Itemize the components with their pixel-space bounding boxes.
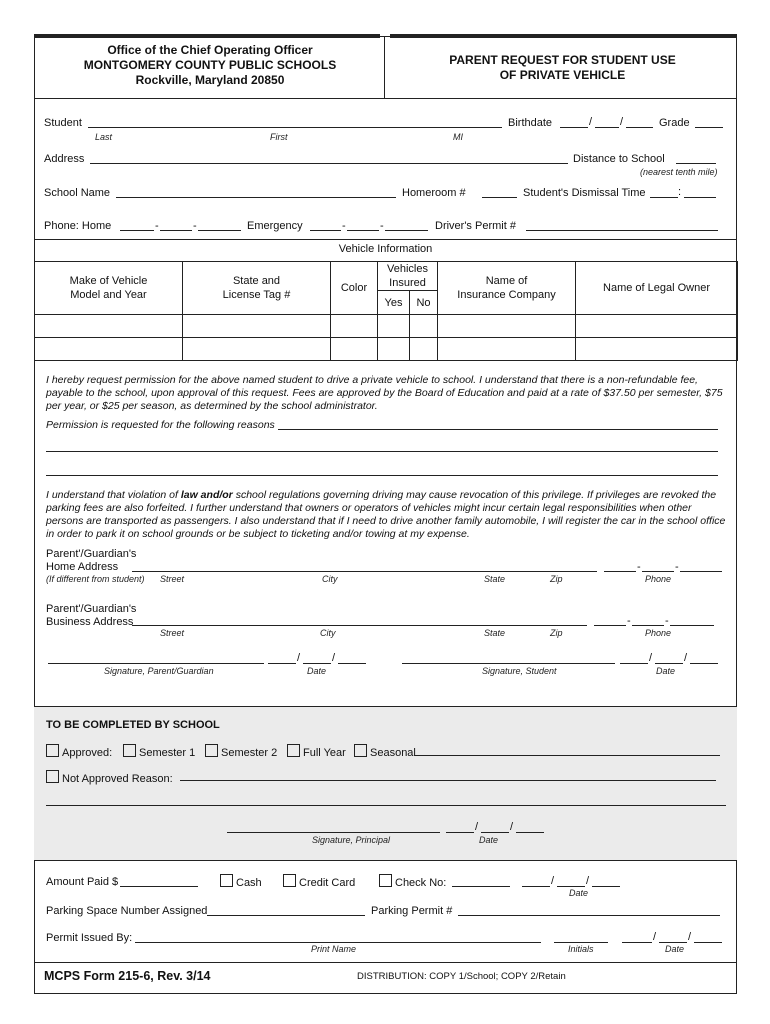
business-address-field[interactable] (132, 625, 587, 626)
permit-issued-initials-field[interactable] (554, 942, 608, 943)
payment-day[interactable] (557, 886, 585, 887)
insurance-header-line1: Name of (485, 275, 528, 287)
birth-month-field[interactable] (560, 127, 588, 128)
dismissal-label: Student's Dismissal Time (523, 187, 646, 199)
vehicle-cell[interactable] (378, 338, 410, 361)
semester2-option (205, 744, 277, 759)
semester2-checkbox[interactable] (205, 744, 218, 757)
grade-label: Grade (659, 117, 690, 129)
vehicle-cell[interactable] (410, 315, 438, 338)
state-caption: State (484, 574, 506, 584)
birth-year-field[interactable] (626, 127, 653, 128)
parking-space-label: Parking Space Number Assigned (46, 905, 208, 917)
vehicle-cell[interactable] (576, 315, 738, 338)
distance-field[interactable] (676, 163, 716, 164)
check-option (379, 874, 446, 889)
check-checkbox[interactable] (379, 874, 392, 887)
vehicle-section-rule (34, 239, 737, 240)
phone-home-label: Phone: Home (44, 220, 112, 232)
street-caption: Street (160, 628, 185, 638)
student-sign-year[interactable] (690, 663, 718, 664)
make-header-line2: Model and Year (70, 289, 147, 301)
slash: / (688, 931, 692, 943)
vehicle-cell[interactable] (438, 315, 576, 338)
district-name: MONTGOMERY COUNTY PUBLIC SCHOOLS (83, 58, 337, 72)
semester1-checkbox[interactable] (123, 744, 136, 757)
semester2-label: Semester 2 (221, 747, 278, 759)
mi-caption: MI (453, 132, 463, 142)
seasonal-option (354, 744, 416, 759)
dash: - (380, 220, 384, 232)
principal-signature-field[interactable] (227, 832, 440, 833)
student-signature-caption: Signature, Student (482, 666, 557, 676)
credit-card-label: Credit Card (299, 877, 356, 889)
form-title-line2: OF PRIVATE VEHICLE (499, 68, 626, 82)
homeroom-field[interactable] (482, 197, 517, 198)
student-name-field[interactable] (88, 127, 502, 128)
approved-checkbox[interactable] (46, 744, 59, 757)
reasons-field-3[interactable] (46, 475, 718, 476)
vehicle-cell[interactable] (183, 338, 331, 361)
reasons-label: Permission is requested for the following reasons (46, 419, 275, 431)
birthdate-label: Birthdate (508, 117, 553, 129)
student-sign-day[interactable] (655, 663, 683, 664)
school-section-heading: TO BE COMPLETED BY SCHOOL (46, 719, 220, 731)
vehicle-cell[interactable] (331, 338, 378, 361)
principal-sign-month[interactable] (446, 832, 474, 833)
reasons-field-2[interactable] (46, 451, 718, 452)
school-name-label: School Name (44, 187, 111, 199)
semester1-option (123, 744, 195, 759)
slash: / (649, 652, 653, 664)
license-header-line1: State and (232, 275, 281, 287)
yes-header: Yes (378, 291, 410, 315)
district-city: Rockville, Maryland 20850 (135, 73, 285, 87)
no-header: No (410, 291, 438, 315)
date-caption: Date (569, 888, 589, 898)
home-phone-prefix[interactable] (160, 230, 192, 231)
make-header-line1: Make of Vehicle (69, 275, 148, 287)
dismissal-minute-field[interactable] (684, 197, 716, 198)
amount-paid-field[interactable] (120, 886, 198, 887)
zip-caption: Zip (550, 628, 563, 638)
vehicle-cell[interactable] (35, 315, 183, 338)
drivers-permit-field[interactable] (526, 230, 718, 231)
not-approved-reason-field[interactable] (180, 780, 716, 781)
violation-paragraph (46, 489, 726, 541)
cash-label: Cash (236, 877, 262, 889)
footer-rule (34, 962, 737, 963)
business-phone-prefix-field[interactable] (632, 625, 664, 626)
business-phone-area-field[interactable] (594, 625, 626, 626)
seasonal-field[interactable] (414, 755, 720, 756)
form-title (390, 53, 735, 83)
principal-sign-year[interactable] (516, 832, 544, 833)
vehicle-cell[interactable] (35, 338, 183, 361)
emergency-phone-prefix[interactable] (347, 230, 379, 231)
if-different-caption: (If different from student) (46, 574, 145, 584)
student-signature-field[interactable] (402, 663, 615, 664)
slash: / (589, 116, 593, 128)
vehicle-cell[interactable] (183, 315, 331, 338)
slash: / (510, 821, 514, 833)
date-caption: Date (656, 666, 676, 676)
permit-issued-month[interactable] (622, 942, 652, 943)
permit-issued-label: Permit Issued By: (46, 932, 133, 944)
vehicle-cell[interactable] (438, 338, 576, 361)
slash: / (332, 652, 336, 664)
license-header (183, 262, 331, 315)
first-caption: First (270, 132, 288, 142)
home-address-field[interactable] (132, 571, 597, 572)
address-field[interactable] (90, 163, 568, 164)
violation-text-bold: law and/or (180, 489, 233, 501)
permit-issued-name-field[interactable] (135, 942, 541, 943)
parent-sign-day[interactable] (303, 663, 331, 664)
cash-option (220, 874, 262, 889)
permit-issued-day[interactable] (659, 942, 687, 943)
vehicle-cell[interactable] (410, 338, 438, 361)
home-phone-prefix-field[interactable] (642, 571, 674, 572)
business-address-label (46, 603, 136, 629)
address-label: Address (44, 153, 85, 165)
check-no-label: Check No: (395, 877, 447, 889)
insurance-company-header (438, 262, 576, 315)
home-phone-line[interactable] (198, 230, 241, 231)
dash: - (342, 220, 346, 232)
vehicle-table (34, 261, 738, 361)
dismissal-hour-field[interactable] (650, 197, 678, 198)
dash: - (627, 615, 631, 627)
emergency-phone-area[interactable] (310, 230, 341, 231)
amount-paid-label: Amount Paid $ (46, 876, 119, 888)
last-caption: Last (95, 132, 113, 142)
full-year-checkbox[interactable] (287, 744, 300, 757)
vehicle-cell[interactable] (378, 315, 410, 338)
emergency-phone-line[interactable] (385, 230, 428, 231)
parking-space-field[interactable] (207, 915, 365, 916)
reasons-field-1[interactable] (278, 429, 718, 430)
not-approved-reason-field-2[interactable] (46, 805, 726, 806)
phone-caption: Phone (645, 628, 672, 638)
credit-card-option (283, 874, 355, 889)
color-header: Color (331, 262, 378, 315)
colon: : (678, 186, 682, 198)
date-caption: Date (479, 835, 499, 845)
business-address-label-line1: Parent'/Guardian's (46, 603, 137, 615)
dash: - (155, 220, 159, 232)
slash: / (586, 875, 590, 887)
issuer-block (36, 43, 384, 88)
parent-sign-month[interactable] (268, 663, 296, 664)
zip-caption: Zip (550, 574, 563, 584)
home-phone-area[interactable] (120, 230, 154, 231)
header-bottom-rule (34, 98, 737, 99)
city-caption: City (322, 574, 338, 584)
seasonal-label: Seasonal (370, 747, 416, 759)
dash: - (675, 561, 679, 573)
school-name-field[interactable] (116, 197, 396, 198)
home-phone-area-field[interactable] (604, 571, 636, 572)
header-divider (384, 36, 385, 98)
header-bar-left (34, 34, 380, 38)
insured-header-line1: Vehicles (387, 263, 428, 275)
slash: / (620, 116, 624, 128)
distance-label: Distance to School (573, 153, 665, 165)
seasonal-checkbox[interactable] (354, 744, 367, 757)
license-header-line2: License Tag # (222, 289, 291, 301)
business-address-label-line2: Business Address (46, 616, 134, 628)
insured-header (378, 262, 438, 291)
state-caption: State (484, 628, 506, 638)
home-address-label (46, 548, 136, 574)
approved-row (46, 744, 112, 759)
credit-card-checkbox[interactable] (283, 874, 296, 887)
full-year-label: Full Year (303, 747, 346, 759)
not-approved-row (46, 770, 173, 785)
home-address-label-line2: Home Address (46, 561, 119, 573)
make-header (35, 262, 183, 315)
slash: / (551, 875, 555, 887)
phone-caption: Phone (645, 574, 672, 584)
payment-month[interactable] (522, 886, 550, 887)
not-approved-checkbox[interactable] (46, 770, 59, 783)
form-title-line1: PARENT REQUEST FOR STUDENT USE (449, 53, 676, 67)
insurance-header-line2: Insurance Company (457, 289, 556, 301)
permit-issued-year[interactable] (694, 942, 722, 943)
home-address-label-line1: Parent'/Guardian's (46, 548, 137, 560)
drivers-permit-label: Driver's Permit # (435, 220, 516, 232)
home-phone-line-field[interactable] (680, 571, 722, 572)
not-approved-label: Not Approved Reason: (62, 773, 173, 785)
date-caption: Date (307, 666, 327, 676)
slash: / (297, 652, 301, 664)
dash: - (193, 220, 197, 232)
check-number-field[interactable] (452, 886, 510, 887)
permission-paragraph: I hereby request permission for the above named student to drive a private vehicle to school. I understand that there is a non-refundable fee, payable to the school, upon approval of this request. Fees are approved by the Board of Education and paid at a rate of $37.50 per semester, $75 per year, or $25 per season, as determined by the school administrator. (46, 374, 723, 412)
street-caption: Street (160, 574, 185, 584)
student-sign-month[interactable] (620, 663, 648, 664)
business-phone-line-field[interactable] (670, 625, 714, 626)
violation-text-a: I understand that violation of (46, 489, 181, 501)
slash: / (684, 652, 688, 664)
city-caption: City (320, 628, 336, 638)
student-label: Student (44, 117, 82, 129)
insured-header-line2: Insured (389, 277, 426, 289)
slash: / (475, 821, 479, 833)
dash: - (665, 615, 669, 627)
form-id: MCPS Form 215-6, Rev. 3/14 (44, 969, 211, 983)
principal-sign-day[interactable] (481, 832, 509, 833)
nearest-caption: (nearest tenth mile) (640, 167, 718, 177)
parent-signature-caption: Signature, Parent/Guardian (104, 666, 214, 676)
header-bar-right (390, 34, 737, 38)
approved-label: Approved: (62, 747, 113, 759)
distribution-note: DISTRIBUTION: COPY 1/School; COPY 2/Retain (357, 971, 566, 982)
homeroom-label: Homeroom # (402, 187, 466, 199)
parent-sign-year[interactable] (338, 663, 366, 664)
office-name: Office of the Chief Operating Officer (107, 43, 313, 57)
legal-owner-header: Name of Legal Owner (576, 262, 738, 315)
initials-caption: Initials (568, 944, 594, 954)
violation-text-b: school regulations governing driving may cause revocation of this privilege. If privileges are revoked the parking fees are also forfeited. I further understand that owners or operators of vehicles might incur certain legal responsibilities when other persons are transported as passengers. I also understand that if I need to drive another family automobile, I will register the car in the school office in order to park it on school grounds or be subject to ticketing and/or towing at my expense. (46, 489, 726, 540)
dash: - (637, 561, 641, 573)
semester1-label: Semester 1 (139, 747, 196, 759)
cash-checkbox[interactable] (220, 874, 233, 887)
birth-day-field[interactable] (595, 127, 619, 128)
parking-permit-label: Parking Permit # (371, 905, 453, 917)
vehicle-cell[interactable] (331, 315, 378, 338)
vehicle-info-title: Vehicle Information (338, 243, 433, 255)
parent-signature-field[interactable] (48, 663, 264, 664)
payment-year[interactable] (592, 886, 620, 887)
date-caption: Date (665, 944, 685, 954)
slash: / (653, 931, 657, 943)
parking-permit-field[interactable] (458, 915, 720, 916)
vehicle-cell[interactable] (576, 338, 738, 361)
emergency-label: Emergency (247, 220, 303, 232)
principal-signature-caption: Signature, Principal (312, 835, 391, 845)
print-name-caption: Print Name (311, 944, 357, 954)
full-year-option (287, 744, 346, 759)
grade-field[interactable] (695, 127, 723, 128)
